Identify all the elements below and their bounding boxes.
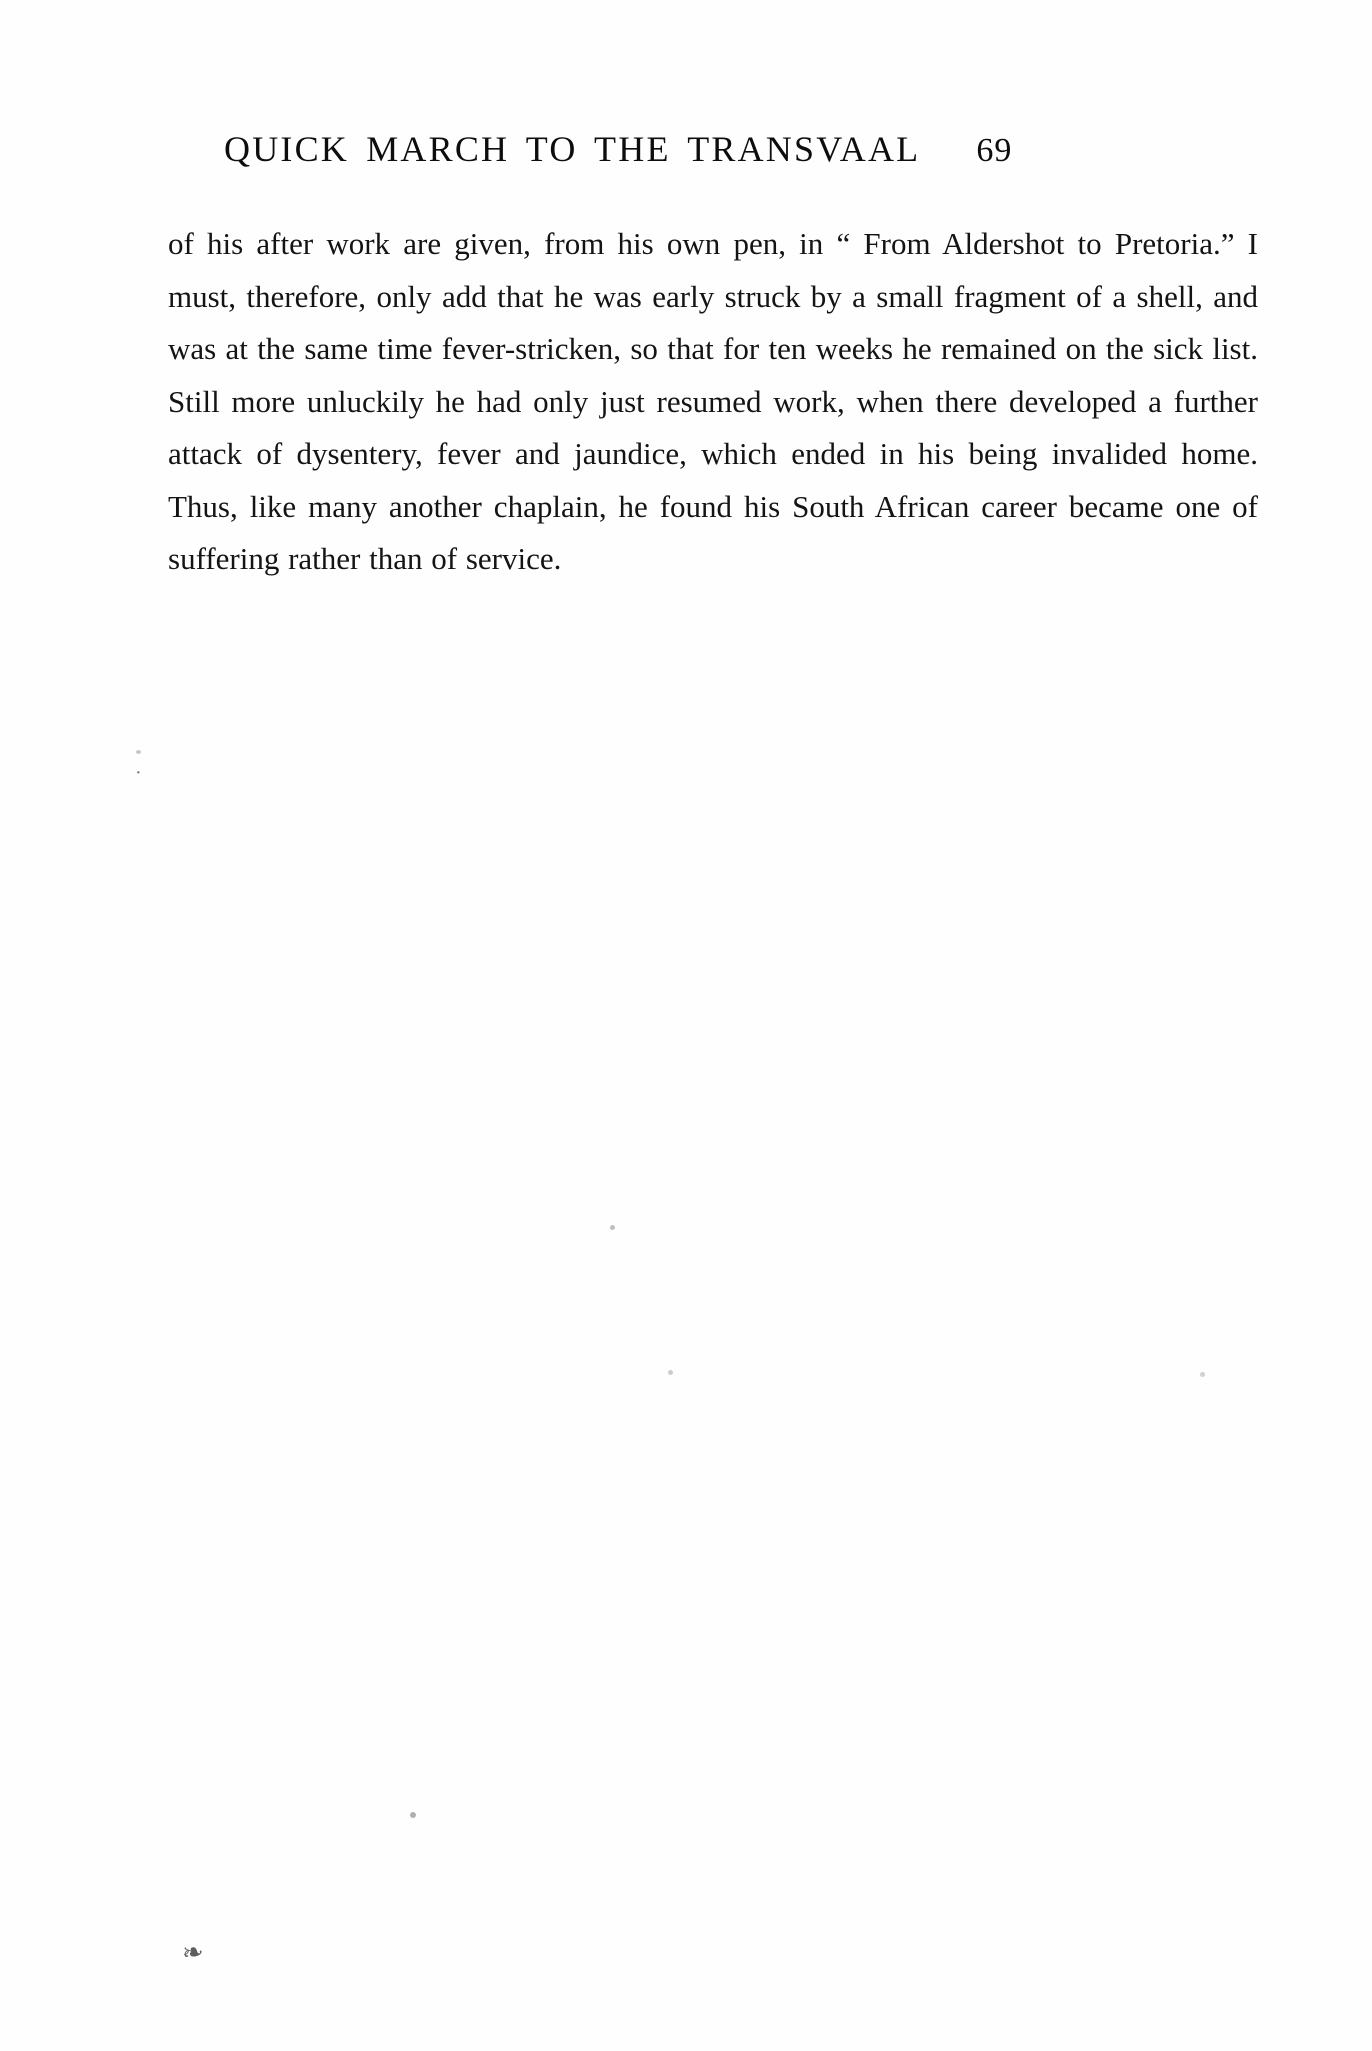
scan-speck-icon — [136, 750, 141, 754]
scan-speck-icon — [410, 1812, 416, 1818]
margin-speck-icon: · — [135, 762, 142, 784]
scan-speck-icon — [610, 1225, 615, 1230]
paragraph: of his after work are given, from his own pen, in “ From Aldershot to Pretoria.” I must, therefore, only add that he was early struck by a small fragment of a shell, and was at the same time fever-stricken, so that for ten weeks he remained on the sick list. Still more unluckily he had only just resumed work, when there developed a further attack of dysentery, fever and jaundice, which ended in his being invalided home. Thus, like many another chaplain, he found his South African career became one of suffering rather than of service. — [168, 226, 1258, 576]
page-title: QUICK MARCH TO THE TRANSVAAL — [224, 129, 921, 169]
page-number: 69 — [976, 132, 1013, 169]
bottom-flourish-icon: ❧ — [180, 1936, 206, 1969]
scan-speck-icon — [668, 1370, 673, 1375]
body-text — [168, 218, 1258, 586]
running-head — [224, 128, 1264, 170]
scan-speck-icon — [1200, 1372, 1205, 1377]
